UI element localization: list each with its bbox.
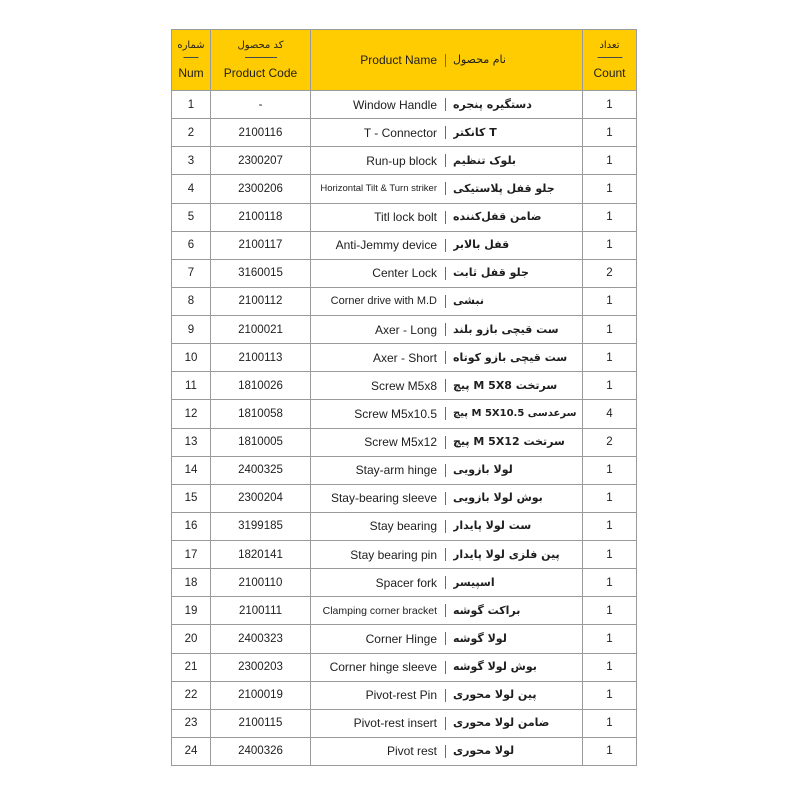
item-count: 1	[583, 147, 636, 174]
product-name-fa: براکت گوشه	[453, 603, 521, 617]
product-name-divider	[445, 211, 446, 224]
product-name-divider	[445, 492, 446, 505]
product-name-en: Pivot-rest Pin	[365, 688, 437, 703]
product-name-cell	[311, 569, 582, 596]
item-count: 2	[583, 429, 636, 456]
row-number: 11	[172, 372, 210, 399]
product-name-en: Screw M5x8	[370, 378, 437, 393]
product-name-cell	[311, 597, 582, 624]
product-name-divider	[445, 661, 446, 674]
item-count: 1	[583, 372, 636, 399]
product-code: 1810058	[211, 400, 310, 427]
row-number: 13	[172, 429, 210, 456]
product-name-divider	[445, 689, 446, 702]
row-number: 10	[172, 344, 210, 371]
header-name-en-label: Product Name	[360, 53, 437, 67]
header-code	[211, 30, 310, 90]
product-code: 2100112	[211, 288, 310, 315]
product-name-en: Screw M5x12	[364, 435, 437, 450]
item-count: 1	[583, 597, 636, 624]
item-count: 1	[583, 654, 636, 681]
product-name-cell	[311, 710, 582, 737]
product-code: 2100115	[211, 710, 310, 737]
item-count: 1	[583, 457, 636, 484]
row-number: 24	[172, 738, 210, 765]
product-name-fa: بلوک تنظیم	[453, 153, 517, 167]
product-code: 2100117	[211, 232, 310, 259]
header-num-underline	[184, 57, 199, 58]
product-name-fa: نبشی	[453, 294, 484, 308]
product-code: 2300203	[211, 654, 310, 681]
item-count: 1	[583, 513, 636, 540]
row-number: 12	[172, 400, 210, 427]
item-count: 1	[583, 175, 636, 202]
product-name-fa: اسپیسر	[453, 575, 495, 589]
product-code: -	[211, 91, 310, 118]
row-number: 16	[172, 513, 210, 540]
item-count: 1	[583, 119, 636, 146]
product-code: 2100118	[211, 204, 310, 231]
item-count: 1	[583, 625, 636, 652]
product-name-fa: قفل بالابر	[453, 238, 510, 252]
product-name-en: Titl lock bolt	[374, 210, 437, 225]
product-name-cell	[311, 316, 582, 343]
product-name-en: Clamping corner bracket	[322, 604, 437, 617]
product-name-divider	[445, 351, 446, 364]
row-number: 4	[172, 175, 210, 202]
product-name-cell	[311, 513, 582, 540]
product-name-cell	[311, 175, 582, 202]
product-name-en: T - Connector	[363, 125, 437, 140]
product-name-fa: لولا بازویی	[453, 463, 513, 477]
row-number: 17	[172, 541, 210, 568]
row-number: 21	[172, 654, 210, 681]
product-name-divider	[445, 126, 446, 139]
product-name-en: Stay-bearing sleeve	[330, 491, 437, 506]
header-code-en-label: Product Code	[223, 66, 298, 80]
product-name-en: Center Lock	[372, 266, 437, 281]
product-name-fa: ضامن قفل‌کننده	[453, 210, 542, 224]
row-number: 7	[172, 260, 210, 287]
product-name-divider	[445, 154, 446, 167]
product-name-en: Axer - Short	[372, 350, 437, 365]
product-name-cell	[311, 485, 582, 512]
row-number: 19	[172, 597, 210, 624]
product-name-en: Pivot rest	[386, 744, 437, 759]
product-name-divider	[445, 323, 446, 336]
product-name-divider	[445, 717, 446, 730]
product-code: 2300207	[211, 147, 310, 174]
product-name-fa: ضامن لولا محوری	[453, 716, 550, 730]
product-name-cell	[311, 260, 582, 287]
product-name-en: Horizontal Tilt & Turn striker	[320, 182, 437, 194]
row-number: 22	[172, 682, 210, 709]
product-name-divider	[445, 267, 446, 280]
product-name-divider	[445, 604, 446, 617]
product-name-cell	[311, 625, 582, 652]
item-count: 2	[583, 260, 636, 287]
row-number: 20	[172, 625, 210, 652]
product-name-en: Screw M5x10.5	[354, 406, 437, 421]
item-count: 1	[583, 204, 636, 231]
header-num-en-label: Num	[178, 66, 204, 80]
product-name-en: Run-up block	[366, 153, 437, 168]
product-name-cell	[311, 457, 582, 484]
header-count-underline	[597, 57, 622, 58]
product-name-divider	[445, 407, 446, 420]
product-code: 2300204	[211, 485, 310, 512]
item-count: 1	[583, 682, 636, 709]
product-name-cell	[311, 147, 582, 174]
product-code: 3199185	[211, 513, 310, 540]
product-name-cell	[311, 682, 582, 709]
product-name-fa: ست لولا پایدار	[453, 519, 532, 533]
product-name-fa: پین لولا محوری	[453, 688, 537, 702]
row-number: 1	[172, 91, 210, 118]
product-name-en: Stay bearing pin	[350, 547, 437, 562]
product-name-cell	[311, 119, 582, 146]
product-name-cell	[311, 541, 582, 568]
product-code: 2100116	[211, 119, 310, 146]
product-name-divider	[445, 464, 446, 477]
item-count: 1	[583, 316, 636, 343]
product-name-fa: ست قیچی بازو کوتاه	[453, 350, 568, 364]
product-code: 1810026	[211, 372, 310, 399]
row-number: 8	[172, 288, 210, 315]
header-count	[583, 30, 636, 90]
header-code-underline	[245, 57, 277, 58]
product-code: 2300206	[211, 175, 310, 202]
product-code: 2100110	[211, 569, 310, 596]
item-count: 1	[583, 738, 636, 765]
header-count-fa-label: تعداد	[599, 40, 620, 51]
header-name-fa-label: نام محصول	[453, 53, 506, 66]
row-number: 14	[172, 457, 210, 484]
product-name-divider	[445, 98, 446, 111]
product-name-en: Stay bearing	[369, 519, 437, 534]
product-name-cell	[311, 204, 582, 231]
product-code: 1820141	[211, 541, 310, 568]
item-count: 1	[583, 91, 636, 118]
header-num-fa-label: شماره	[177, 40, 205, 51]
product-name-cell	[311, 288, 582, 315]
product-name-cell	[311, 91, 582, 118]
header-name	[311, 30, 582, 90]
product-name-en: Window Handle	[352, 97, 437, 112]
product-name-fa: دستگیره پنجره	[453, 97, 532, 111]
product-name-fa: پیچ M 5X8 سرتخت	[453, 378, 558, 392]
product-name-fa: ست قیچی بازو بلند	[453, 322, 559, 336]
item-count: 1	[583, 485, 636, 512]
row-number: 5	[172, 204, 210, 231]
item-count: 1	[583, 344, 636, 371]
header-count-en-label: Count	[593, 66, 626, 80]
product-name-fa: بوش لولا گوشه	[453, 660, 537, 674]
row-number: 6	[172, 232, 210, 259]
product-code: 2100113	[211, 344, 310, 371]
product-name-en: Stay-arm hinge	[355, 463, 437, 478]
product-name-fa: پیچ M 5X10.5 سرعدسی	[453, 407, 577, 419]
product-name-divider	[445, 548, 446, 561]
product-name-en: Axer - Long	[374, 322, 437, 337]
product-name-fa: کانکتر T	[453, 125, 497, 139]
product-name-cell	[311, 654, 582, 681]
product-name-en: Corner drive with M.D	[330, 295, 437, 308]
row-number: 2	[172, 119, 210, 146]
row-number: 9	[172, 316, 210, 343]
product-name-en: Corner hinge sleeve	[329, 660, 437, 675]
product-name-en: Spacer fork	[375, 575, 437, 590]
parts-table	[171, 29, 637, 766]
header-num	[172, 30, 210, 90]
item-count: 4	[583, 400, 636, 427]
product-code: 2400323	[211, 625, 310, 652]
product-name-fa: لولا محوری	[453, 744, 515, 758]
product-name-en: Pivot-rest insert	[353, 716, 437, 731]
product-name-divider	[445, 632, 446, 645]
product-name-fa: بوش لولا بازویی	[453, 491, 543, 505]
product-name-cell	[311, 400, 582, 427]
product-name-fa: جلو قفل ثابت	[453, 266, 529, 280]
product-name-fa: پین فلزی لولا پایدار	[453, 547, 560, 561]
product-code: 2100019	[211, 682, 310, 709]
product-name-divider	[445, 239, 446, 252]
product-code: 2400326	[211, 738, 310, 765]
product-name-divider	[445, 576, 446, 589]
item-count: 1	[583, 288, 636, 315]
row-number: 15	[172, 485, 210, 512]
header-name-divider	[445, 54, 446, 67]
product-name-cell	[311, 232, 582, 259]
product-name-fa: جلو قفل پلاستیکی	[453, 181, 555, 195]
product-name-divider	[445, 520, 446, 533]
product-name-divider	[445, 436, 446, 449]
product-name-divider	[445, 182, 446, 195]
product-name-cell	[311, 429, 582, 456]
product-name-divider	[445, 379, 446, 392]
row-number: 18	[172, 569, 210, 596]
row-number: 23	[172, 710, 210, 737]
product-name-en: Anti-Jemmy device	[335, 238, 437, 253]
product-name-cell	[311, 344, 582, 371]
product-code: 1810005	[211, 429, 310, 456]
item-count: 1	[583, 710, 636, 737]
product-name-cell	[311, 738, 582, 765]
product-code: 2100111	[211, 597, 310, 624]
item-count: 1	[583, 569, 636, 596]
product-name-divider	[445, 295, 446, 308]
product-code: 2400325	[211, 457, 310, 484]
row-number: 3	[172, 147, 210, 174]
product-name-cell	[311, 372, 582, 399]
product-name-fa: لولا گوشه	[453, 631, 507, 645]
header-code-fa-label: کد محصول	[237, 40, 284, 51]
item-count: 1	[583, 232, 636, 259]
product-name-divider	[445, 745, 446, 758]
product-name-fa: پیچ M 5X12 سرتخت	[453, 435, 565, 449]
product-code: 3160015	[211, 260, 310, 287]
item-count: 1	[583, 541, 636, 568]
product-name-en: Corner Hinge	[365, 631, 437, 646]
product-code: 2100021	[211, 316, 310, 343]
